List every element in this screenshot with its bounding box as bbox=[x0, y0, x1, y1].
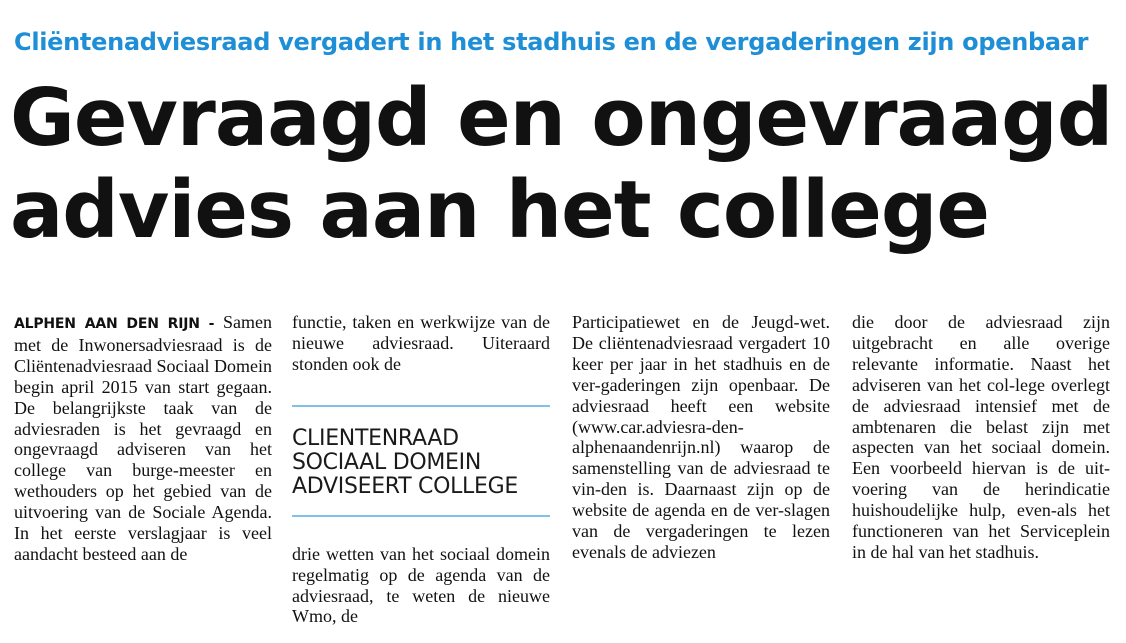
column-2-text-top: functie, taken en werkwijze van de nieuwe adviesraad. Uiteraard stonden ook de bbox=[292, 312, 550, 374]
article-kicker: Cliëntenadviesraad vergadert in het stadhuis en de vergaderingen zijn openbaar bbox=[14, 28, 1089, 56]
pullquote: CLIENTENRAAD SOCIAAL DOMEIN ADVISEERT COLLEGE bbox=[292, 425, 518, 499]
column-1-paragraph bbox=[14, 312, 272, 565]
article-column-3 bbox=[572, 312, 830, 563]
pullquote-box bbox=[292, 405, 550, 517]
column-2-text-bottom: drie wetten van het sociaal domein regelmatig op de agenda van de adviesraad, te weten de nieuwe Wmo, de bbox=[292, 543, 550, 627]
article-dateline: ALPHEN AAN DEN RIJN - bbox=[14, 316, 215, 332]
column-3-text: Participatiewet en de Jeugd-wet. De cliëntenadviesraad vergadert 10 keer per jaar in het stadhuis en de ver-gaderingen zijn openbaar. De adviesraad heeft een website (www.car.adviesra-den-alphenaandenrijn.nl) waarop de samenstelling van de adviesraad te vin-den is. Daarnaast zijn op de website de agenda en de ver-slagen van de vergaderingen te lezen evenals de adviezen bbox=[572, 312, 830, 562]
article-column-2 bbox=[292, 312, 550, 627]
column-1-text: Samen met de Inwonersadviesraad is de Cliëntenadviesraad Sociaal Domein begin april 2015 van start gegaan. De belangrijkste taak van de adviesraden is het gevraagd en ongevraagd adviseren van het college van burge-meester en wethouders op het gebied van de uitvoering van de Sociale Agenda. In het eerste verslagjaar is veel aandacht besteed aan de bbox=[14, 312, 272, 564]
article-column-4 bbox=[852, 312, 1110, 563]
article-column-1 bbox=[14, 312, 272, 565]
column-4-text: die door de adviesraad zijn uitgebracht en alle overige relevante informatie. Naast het adviseren van het col-lege overlegt de adviesraad intensief met de ambtenaren die belast zijn met aspecten van het sociaal domein. Een voorbeeld hiervan is de uit-voering van de herindicatie huishoudelijke hulp, even-als het functioneren van het Serviceplein in de hal van het stadhuis. bbox=[852, 312, 1110, 562]
article-headline: Gevraagd en ongevraagd advies aan het college bbox=[10, 72, 1113, 256]
